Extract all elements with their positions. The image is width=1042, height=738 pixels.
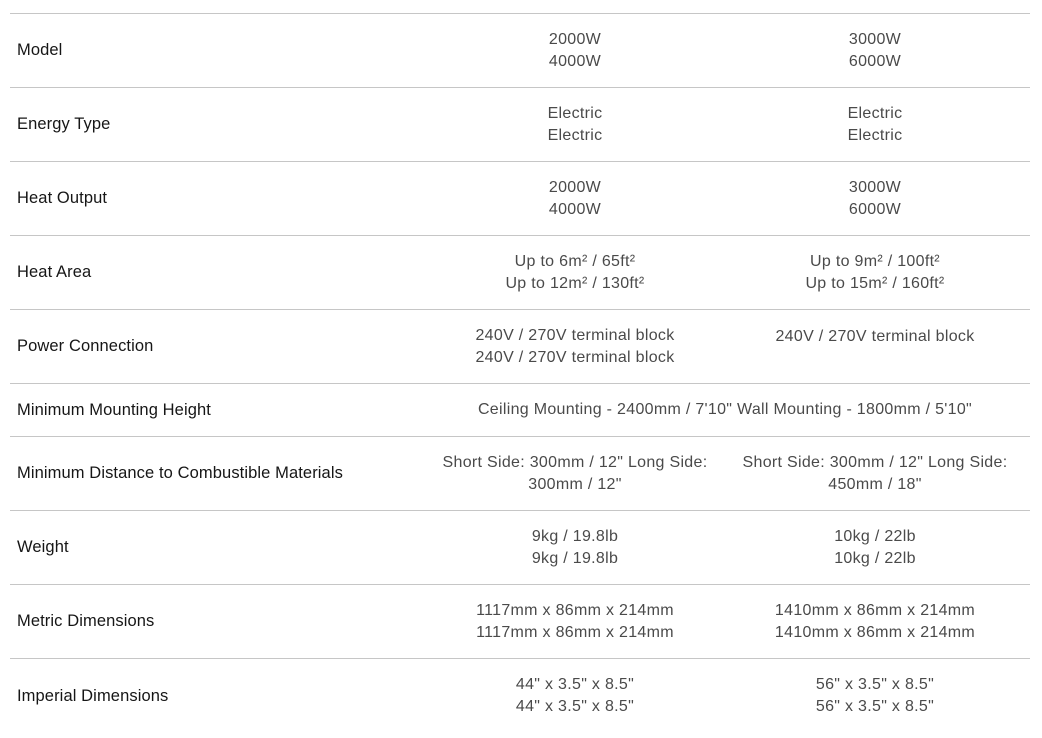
spec-value-col1 [425, 177, 725, 221]
spec-value-line: Electric [547, 104, 603, 122]
spec-value-line: Up to 12m² / 130ft² [505, 274, 645, 292]
spec-value-line: 240V / 270V terminal block [475, 326, 675, 344]
spec-value-line: 240V / 270V terminal block [475, 348, 675, 366]
spec-row-minimum-distance [10, 437, 1030, 511]
spec-value-line: 3000W [848, 30, 902, 48]
spec-value-col2 [725, 310, 1025, 348]
spec-value-span: Ceiling Mounting - 2400mm / 7'10" Wall Mounting - 1800mm / 5'10" [477, 401, 973, 418]
spec-row-minimum-mounting-height [10, 384, 1030, 437]
spec-value-line: Electric [847, 104, 903, 122]
spec-value-line: 6000W [848, 200, 902, 218]
spec-value-line: 10kg / 22lb [834, 527, 916, 545]
spec-value-col2 [725, 526, 1025, 570]
spec-value-line: Up to 9m² / 100ft² [810, 252, 940, 270]
spec-value-line: Electric [847, 126, 903, 144]
spec-value-line: Up to 15m² / 160ft² [805, 274, 945, 292]
spec-value-col2 [725, 600, 1025, 644]
spec-value-line: 4000W [548, 52, 602, 70]
spec-label: Heat Output [17, 189, 108, 207]
spec-label: Weight [17, 538, 69, 556]
spec-row-heat-output [10, 162, 1030, 236]
spec-label: Metric Dimensions [17, 612, 155, 630]
spec-label: Minimum Distance to Combustible Materials [17, 464, 343, 482]
spec-value-line: 56" x 3.5" x 8.5" [815, 698, 935, 715]
spec-value-line: 10kg / 22lb [834, 549, 916, 567]
spec-value-line: 240V / 270V terminal block [775, 328, 975, 345]
spec-value-line: 2000W [548, 30, 602, 48]
spec-value-col2 [725, 103, 1025, 147]
spec-value-col1 [425, 29, 725, 73]
spec-value-col2 [725, 29, 1025, 73]
spec-row-weight [10, 511, 1030, 585]
spec-value-line: Up to 6m² / 65ft² [514, 252, 636, 270]
spec-label: Heat Area [17, 263, 92, 281]
spec-label: Power Connection [17, 337, 154, 355]
spec-label: Energy Type [17, 115, 111, 133]
spec-value-col2 [725, 674, 1025, 718]
spec-value-col1 [425, 103, 725, 147]
spec-value-col1: Short Side: 300mm / 12" Long Side: 300mm / 12" [442, 453, 708, 493]
spec-value-line: 1410mm x 86mm x 214mm [774, 623, 976, 641]
spec-value-line: 6000W [848, 52, 902, 70]
spec-value-line: 1410mm x 86mm x 214mm [774, 601, 976, 619]
spec-value-col1 [425, 325, 725, 369]
spec-value-col1 [425, 600, 725, 644]
spec-value-col1 [425, 526, 725, 570]
spec-label: Model [17, 41, 63, 59]
spec-value-line: 44" x 3.5" x 8.5" [515, 698, 635, 715]
spec-row-model [10, 14, 1030, 88]
spec-value-col1 [425, 251, 725, 295]
spec-table [10, 13, 1030, 733]
spec-row-power-connection [10, 310, 1030, 384]
spec-row-heat-area [10, 236, 1030, 310]
spec-value-col2 [725, 177, 1025, 221]
spec-value-line: 3000W [848, 178, 902, 196]
spec-value-line: 56" x 3.5" x 8.5" [815, 676, 935, 693]
spec-row-metric-dimensions [10, 585, 1030, 659]
spec-value-line: Electric [547, 126, 603, 144]
spec-value-line: 44" x 3.5" x 8.5" [515, 676, 635, 693]
spec-label: Imperial Dimensions [17, 686, 169, 705]
spec-label: Minimum Mounting Height [17, 400, 211, 419]
spec-value-line: 4000W [548, 200, 602, 218]
spec-row-imperial-dimensions [10, 659, 1030, 733]
spec-value-col2: Short Side: 300mm / 12" Long Side: 450mm / 18" [742, 453, 1008, 493]
spec-value-line: 1117mm x 86mm x 214mm [476, 623, 674, 641]
spec-row-energy-type [10, 88, 1030, 162]
spec-value-line: 1117mm x 86mm x 214mm [476, 601, 674, 619]
spec-value-col1 [425, 674, 725, 718]
spec-value-line: 2000W [548, 178, 602, 196]
spec-value-line: 9kg / 19.8lb [531, 549, 619, 567]
spec-value-col2 [725, 251, 1025, 295]
spec-value-line: 9kg / 19.8lb [531, 527, 619, 545]
